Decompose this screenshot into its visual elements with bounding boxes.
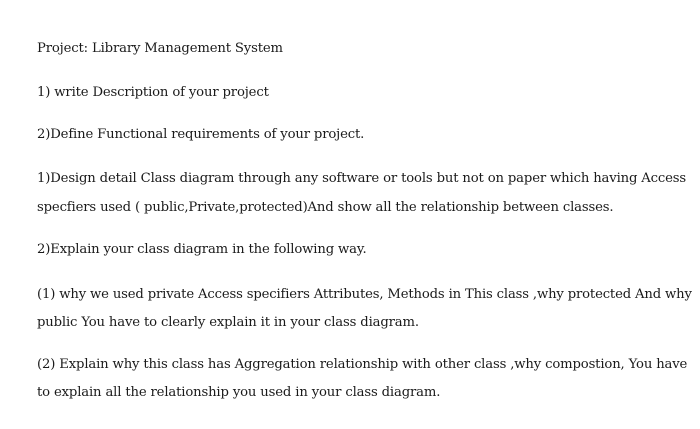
point-1-line-2: public You have to clearly explain it in your class diagram. [37,315,419,330]
point-2-line-1: (2) Explain why this class has Aggregation relationship with other class ,why compostion, You have [37,357,688,372]
task-functional-requirements: 2)Define Functional requirements of your project. [37,127,365,142]
task-class-diagram-line-1: 1)Design detail Class diagram through any software or tools but not on paper which having Access [37,171,687,186]
project-title: Project: Library Management System [37,41,283,56]
task-class-diagram-line-2: specfiers used ( public,Private,protected)And show all the relationship between classes. [37,200,614,215]
task-description: 1) write Description of your project [37,85,269,100]
point-2-line-2: to explain all the relationship you used in your class diagram. [37,385,441,400]
task-explain-diagram: 2)Explain your class diagram in the following way. [37,242,367,257]
point-1-line-1: (1) why we used private Access specifiers Attributes, Methods in This class ,why protected And why [37,287,692,302]
